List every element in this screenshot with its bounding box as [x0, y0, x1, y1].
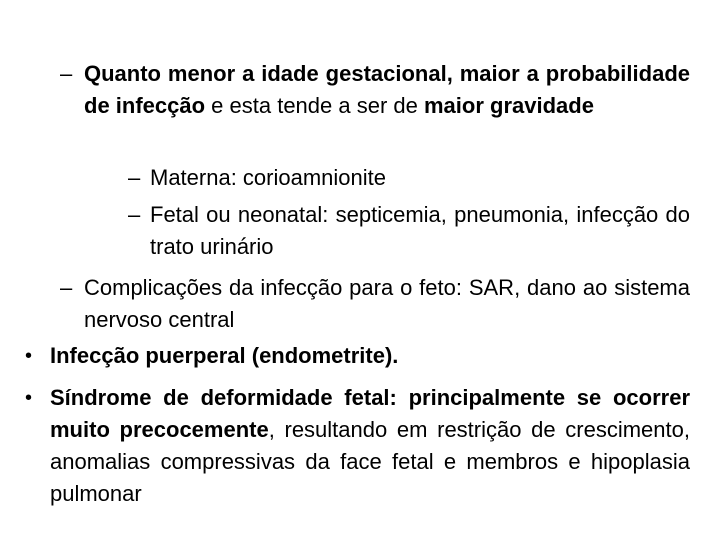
text-segment: e esta tende a ser de [205, 93, 424, 118]
list-item-fetal-neonatal [150, 199, 690, 263]
text-bold-segment: Quanto menor a idade gestacional, maior a probabilidade de infecção [84, 61, 690, 118]
list-item-gestational-age [84, 58, 690, 122]
text-bold-segment: Síndrome de deformidade fetal: principalmente se ocorrer muito precocemente [50, 385, 690, 442]
list-item-maternal [150, 162, 690, 194]
text-bold-segment: Infecção puerperal (endometrite). [50, 343, 399, 368]
text-bold-segment: maior gravidade [423, 93, 594, 118]
text-segment: , resultando em restrição de crescimento, anomalias compressivas da face fetal e membros e hipoplasia pulmonar [50, 417, 690, 506]
dash-marker: – [60, 61, 73, 86]
bullet-marker: • [25, 345, 33, 367]
dash-marker: – [128, 165, 141, 190]
bullet-marker: • [25, 387, 33, 409]
text-segment: Materna: corioamnionite [150, 165, 387, 190]
list-item-fetal-complications [84, 272, 690, 336]
list-item-fetal-deformity [50, 382, 690, 510]
text-segment: Complicações da infecção para o feto: SAR, dano ao sistema nervoso central [84, 275, 690, 332]
text-segment: Fetal ou neonatal: septicemia, pneumonia, infecção do trato urinário [150, 202, 690, 259]
dash-marker: – [60, 275, 73, 300]
list-item-puerperal-infection [50, 340, 690, 372]
dash-marker: – [128, 202, 141, 227]
